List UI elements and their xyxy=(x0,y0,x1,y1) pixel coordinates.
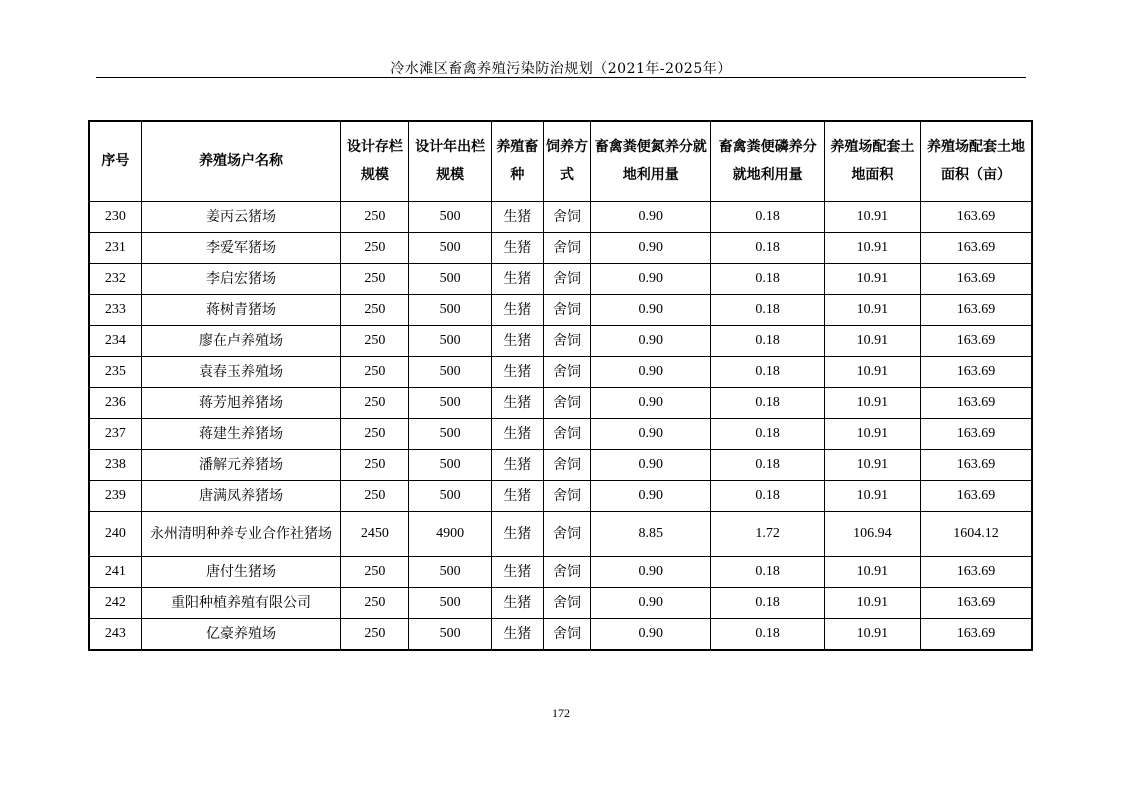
cell-index: 241 xyxy=(89,556,141,587)
cell-land-area: 10.91 xyxy=(824,232,920,263)
cell-design-stock: 2450 xyxy=(341,511,409,556)
cell-land-area-mu: 163.69 xyxy=(921,480,1032,511)
cell-livestock-type: 生猪 xyxy=(491,587,543,618)
table-row xyxy=(89,356,1032,387)
table-row xyxy=(89,418,1032,449)
cell-nitrogen: 0.90 xyxy=(591,232,711,263)
cell-farm-name: 廖在卢养殖场 xyxy=(141,325,341,356)
cell-feeding-method: 舍饲 xyxy=(543,325,590,356)
col-header-feeding-method: 饲养方式 xyxy=(543,121,590,201)
page-number: 172 xyxy=(552,706,570,720)
cell-land-area-mu: 163.69 xyxy=(921,618,1032,650)
cell-farm-name: 唐付生猪场 xyxy=(141,556,341,587)
table-row xyxy=(89,294,1032,325)
cell-design-output: 500 xyxy=(409,587,491,618)
table-header-row xyxy=(89,121,1032,201)
cell-land-area: 10.91 xyxy=(824,587,920,618)
cell-design-stock: 250 xyxy=(341,618,409,650)
cell-design-output: 500 xyxy=(409,449,491,480)
cell-design-stock: 250 xyxy=(341,449,409,480)
cell-farm-name: 李爱军猪场 xyxy=(141,232,341,263)
table-row xyxy=(89,511,1032,556)
cell-farm-name: 李启宏猪场 xyxy=(141,263,341,294)
cell-design-output: 500 xyxy=(409,418,491,449)
header-rule xyxy=(96,77,1026,78)
cell-land-area: 10.91 xyxy=(824,325,920,356)
cell-design-output: 500 xyxy=(409,232,491,263)
cell-phosphorus: 0.18 xyxy=(711,232,824,263)
cell-index: 236 xyxy=(89,387,141,418)
cell-farm-name: 永州清明种养专业合作社猪场 xyxy=(141,511,341,556)
cell-design-output: 500 xyxy=(409,618,491,650)
cell-feeding-method: 舍饲 xyxy=(543,232,590,263)
cell-feeding-method: 舍饲 xyxy=(543,201,590,232)
col-header-land-area: 养殖场配套土地面积 xyxy=(824,121,920,201)
cell-land-area-mu: 163.69 xyxy=(921,263,1032,294)
cell-livestock-type: 生猪 xyxy=(491,418,543,449)
cell-land-area-mu: 163.69 xyxy=(921,418,1032,449)
cell-livestock-type: 生猪 xyxy=(491,387,543,418)
cell-nitrogen: 0.90 xyxy=(591,418,711,449)
document-header-title: 冷水滩区畜禽养殖污染防治规划（2021年-2025年） xyxy=(390,61,732,77)
cell-nitrogen: 0.90 xyxy=(591,387,711,418)
cell-phosphorus: 0.18 xyxy=(711,587,824,618)
cell-design-output: 500 xyxy=(409,356,491,387)
table-row xyxy=(89,232,1032,263)
cell-feeding-method: 舍饲 xyxy=(543,511,590,556)
col-header-design-stock: 设计存栏规模 xyxy=(341,121,409,201)
cell-farm-name: 重阳种植养殖有限公司 xyxy=(141,587,341,618)
cell-livestock-type: 生猪 xyxy=(491,232,543,263)
farm-table xyxy=(88,120,1033,651)
cell-livestock-type: 生猪 xyxy=(491,511,543,556)
cell-index: 240 xyxy=(89,511,141,556)
cell-design-output: 500 xyxy=(409,556,491,587)
cell-land-area-mu: 163.69 xyxy=(921,294,1032,325)
cell-land-area: 10.91 xyxy=(824,356,920,387)
cell-design-stock: 250 xyxy=(341,480,409,511)
cell-nitrogen: 0.90 xyxy=(591,556,711,587)
cell-index: 243 xyxy=(89,618,141,650)
table-row xyxy=(89,618,1032,650)
cell-phosphorus: 0.18 xyxy=(711,449,824,480)
cell-design-output: 500 xyxy=(409,325,491,356)
cell-phosphorus: 0.18 xyxy=(711,556,824,587)
cell-land-area: 10.91 xyxy=(824,449,920,480)
col-header-land-area-mu: 养殖场配套土地面积（亩） xyxy=(921,121,1032,201)
cell-index: 237 xyxy=(89,418,141,449)
cell-index: 232 xyxy=(89,263,141,294)
cell-design-output: 500 xyxy=(409,480,491,511)
cell-index: 242 xyxy=(89,587,141,618)
col-header-farm-name: 养殖场户名称 xyxy=(141,121,341,201)
cell-index: 239 xyxy=(89,480,141,511)
cell-land-area-mu: 163.69 xyxy=(921,356,1032,387)
cell-design-stock: 250 xyxy=(341,587,409,618)
cell-feeding-method: 舍饲 xyxy=(543,356,590,387)
cell-phosphorus: 0.18 xyxy=(711,201,824,232)
cell-farm-name: 唐满凤养猪场 xyxy=(141,480,341,511)
table-row xyxy=(89,587,1032,618)
cell-land-area-mu: 163.69 xyxy=(921,325,1032,356)
cell-phosphorus: 0.18 xyxy=(711,480,824,511)
cell-land-area: 10.91 xyxy=(824,418,920,449)
cell-nitrogen: 0.90 xyxy=(591,325,711,356)
cell-land-area-mu: 163.69 xyxy=(921,232,1032,263)
cell-nitrogen: 0.90 xyxy=(591,356,711,387)
col-header-phosphorus-use: 畜禽粪便磷养分就地利用量 xyxy=(711,121,824,201)
cell-index: 230 xyxy=(89,201,141,232)
col-header-nitrogen-use: 畜禽粪便氮养分就地利用量 xyxy=(591,121,711,201)
cell-nitrogen: 0.90 xyxy=(591,449,711,480)
cell-nitrogen: 0.90 xyxy=(591,294,711,325)
cell-design-stock: 250 xyxy=(341,418,409,449)
cell-feeding-method: 舍饲 xyxy=(543,387,590,418)
cell-nitrogen: 0.90 xyxy=(591,618,711,650)
cell-livestock-type: 生猪 xyxy=(491,618,543,650)
cell-nitrogen: 0.90 xyxy=(591,587,711,618)
cell-design-stock: 250 xyxy=(341,201,409,232)
table-row xyxy=(89,325,1032,356)
cell-farm-name: 潘解元养猪场 xyxy=(141,449,341,480)
cell-feeding-method: 舍饲 xyxy=(543,449,590,480)
col-header-index: 序号 xyxy=(89,121,141,201)
cell-index: 234 xyxy=(89,325,141,356)
cell-design-stock: 250 xyxy=(341,294,409,325)
cell-feeding-method: 舍饲 xyxy=(543,294,590,325)
cell-livestock-type: 生猪 xyxy=(491,294,543,325)
cell-livestock-type: 生猪 xyxy=(491,263,543,294)
table-row xyxy=(89,449,1032,480)
cell-design-output: 500 xyxy=(409,294,491,325)
cell-feeding-method: 舍饲 xyxy=(543,263,590,294)
cell-land-area: 10.91 xyxy=(824,387,920,418)
cell-land-area: 10.91 xyxy=(824,480,920,511)
cell-nitrogen: 0.90 xyxy=(591,263,711,294)
cell-feeding-method: 舍饲 xyxy=(543,587,590,618)
cell-design-stock: 250 xyxy=(341,556,409,587)
cell-phosphorus: 0.18 xyxy=(711,356,824,387)
cell-design-stock: 250 xyxy=(341,232,409,263)
cell-design-stock: 250 xyxy=(341,356,409,387)
cell-land-area: 10.91 xyxy=(824,263,920,294)
cell-land-area-mu: 1604.12 xyxy=(921,511,1032,556)
cell-land-area: 10.91 xyxy=(824,556,920,587)
table-row xyxy=(89,263,1032,294)
cell-index: 238 xyxy=(89,449,141,480)
cell-land-area-mu: 163.69 xyxy=(921,449,1032,480)
cell-phosphorus: 0.18 xyxy=(711,418,824,449)
cell-phosphorus: 1.72 xyxy=(711,511,824,556)
cell-land-area: 106.94 xyxy=(824,511,920,556)
cell-livestock-type: 生猪 xyxy=(491,201,543,232)
table-row xyxy=(89,556,1032,587)
cell-land-area-mu: 163.69 xyxy=(921,201,1032,232)
cell-farm-name: 袁春玉养殖场 xyxy=(141,356,341,387)
cell-feeding-method: 舍饲 xyxy=(543,618,590,650)
cell-farm-name: 蒋建生养猪场 xyxy=(141,418,341,449)
cell-livestock-type: 生猪 xyxy=(491,325,543,356)
cell-nitrogen: 8.85 xyxy=(591,511,711,556)
cell-farm-name: 蒋树青猪场 xyxy=(141,294,341,325)
cell-nitrogen: 0.90 xyxy=(591,201,711,232)
cell-design-output: 500 xyxy=(409,387,491,418)
cell-livestock-type: 生猪 xyxy=(491,449,543,480)
cell-farm-name: 亿豪养殖场 xyxy=(141,618,341,650)
cell-feeding-method: 舍饲 xyxy=(543,480,590,511)
cell-nitrogen: 0.90 xyxy=(591,480,711,511)
table-row xyxy=(89,387,1032,418)
table-row xyxy=(89,201,1032,232)
cell-design-output: 500 xyxy=(409,263,491,294)
cell-phosphorus: 0.18 xyxy=(711,325,824,356)
cell-land-area-mu: 163.69 xyxy=(921,387,1032,418)
cell-land-area: 10.91 xyxy=(824,294,920,325)
cell-land-area: 10.91 xyxy=(824,618,920,650)
cell-farm-name: 蒋芳旭养猪场 xyxy=(141,387,341,418)
cell-design-stock: 250 xyxy=(341,387,409,418)
cell-livestock-type: 生猪 xyxy=(491,480,543,511)
cell-livestock-type: 生猪 xyxy=(491,556,543,587)
cell-livestock-type: 生猪 xyxy=(491,356,543,387)
cell-farm-name: 姜丙云猪场 xyxy=(141,201,341,232)
col-header-livestock-type: 养殖畜种 xyxy=(491,121,543,201)
cell-design-stock: 250 xyxy=(341,325,409,356)
col-header-design-annual-output: 设计年出栏规模 xyxy=(409,121,491,201)
cell-feeding-method: 舍饲 xyxy=(543,418,590,449)
cell-phosphorus: 0.18 xyxy=(711,263,824,294)
cell-design-output: 4900 xyxy=(409,511,491,556)
cell-land-area: 10.91 xyxy=(824,201,920,232)
cell-feeding-method: 舍饲 xyxy=(543,556,590,587)
cell-index: 235 xyxy=(89,356,141,387)
cell-phosphorus: 0.18 xyxy=(711,387,824,418)
cell-index: 231 xyxy=(89,232,141,263)
cell-phosphorus: 0.18 xyxy=(711,618,824,650)
cell-design-output: 500 xyxy=(409,201,491,232)
table-row xyxy=(89,480,1032,511)
cell-design-stock: 250 xyxy=(341,263,409,294)
cell-land-area-mu: 163.69 xyxy=(921,587,1032,618)
cell-index: 233 xyxy=(89,294,141,325)
cell-land-area-mu: 163.69 xyxy=(921,556,1032,587)
cell-phosphorus: 0.18 xyxy=(711,294,824,325)
